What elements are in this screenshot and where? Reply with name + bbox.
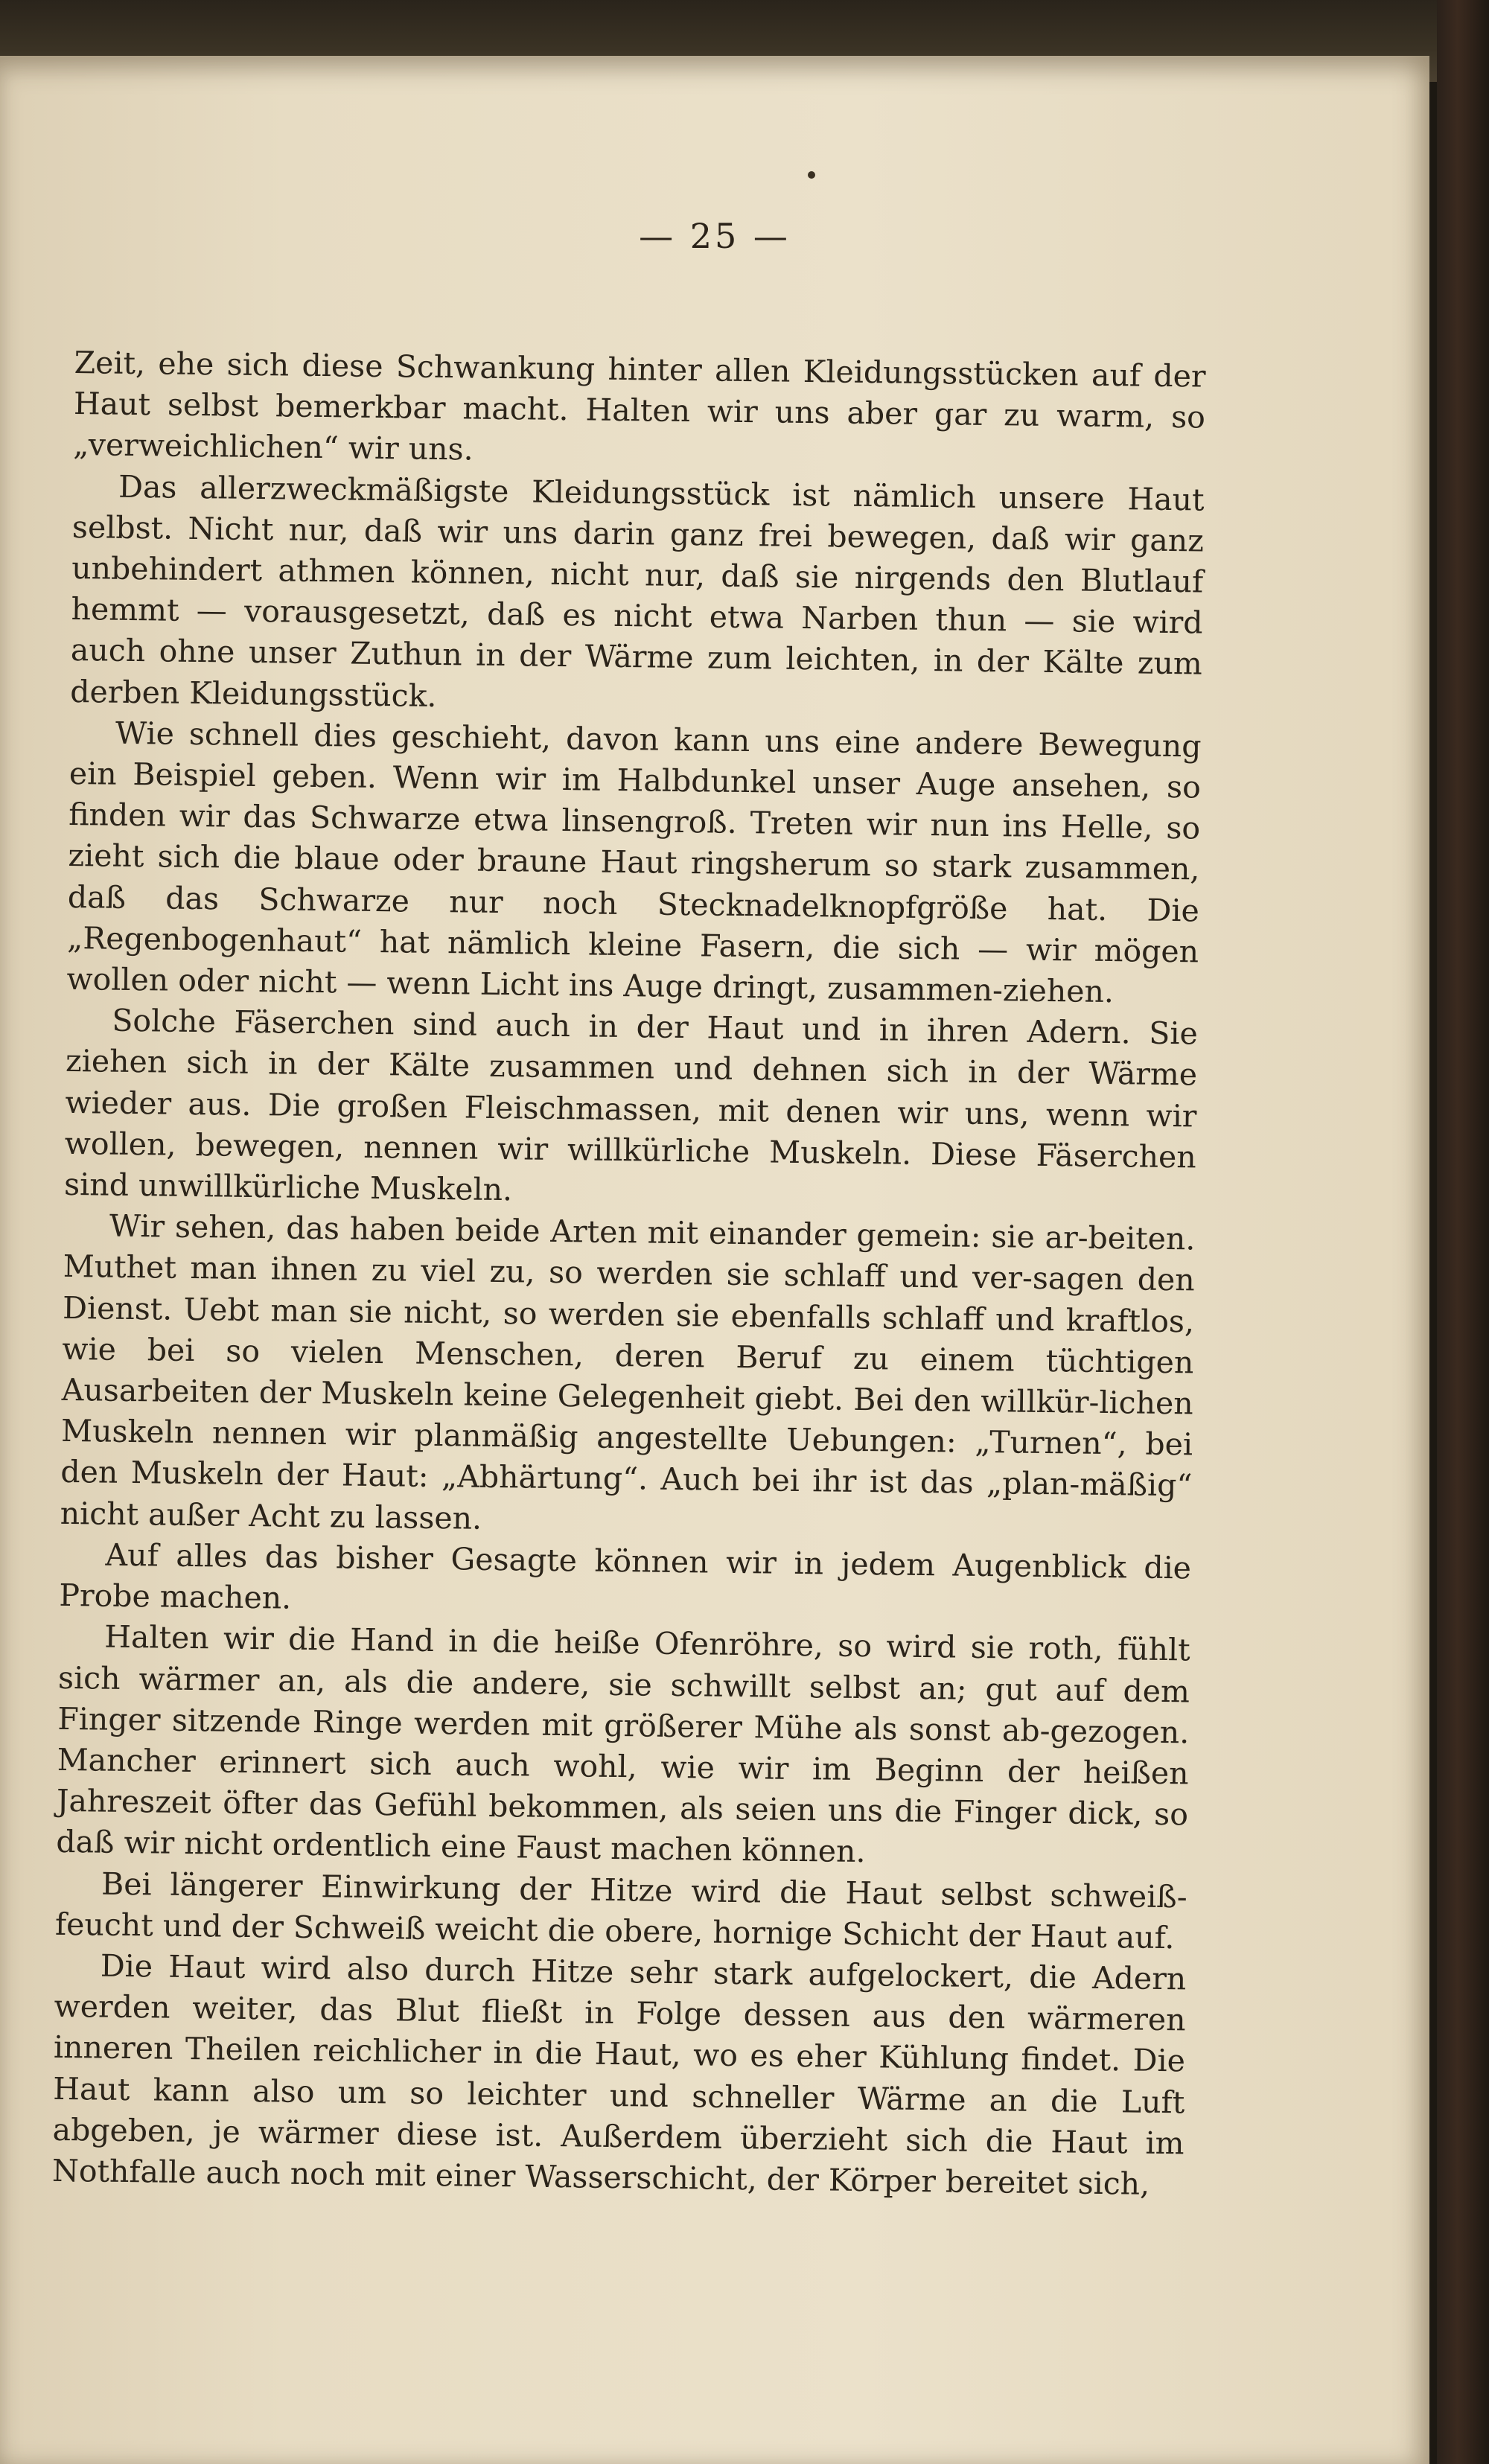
paragraph-9: Die Haut wird also durch Hitze sehr stark aufgelockert, die Adern werden weiter, das Blut fließt in Folge dessen aus den wärmeren inneren Theilen reichlicher in die Haut, wo es eher Kühlung findet. Die Haut kann also um so leichter und schneller Wärme an die Luft abgeben, je wärmer diese ist. Außerdem überzieht sich die Haut im Nothfalle auch noch mit einer Wasserschicht, der Körper bereitet sich,	[51, 1947, 1187, 2202]
page-sheet	[0, 56, 1429, 2464]
paragraph-3: Wie schnell dies geschieht, davon kann uns eine andere Bewegung ein Beispiel geben. Wenn wir im Halbdunkel unser Auge ansehen, so finden wir das Schwarze etwa linsengroß. Treten wir nun ins Helle, so zieht sich die blaue oder braune Haut ringsherum so stark zusammen, daß das Schwarze nur noch Stecknadelknopfgröße hat. Die „Regenbogenhaut“ hat nämlich kleine Fasern, die sich — wir mögen wollen oder nicht — wenn Licht ins Auge dringt, zusammen-ziehen.	[66, 715, 1202, 1010]
book-spine-edge	[1437, 0, 1489, 2464]
paragraph-1: Zeit, ehe sich diese Schwankung hinter allen Kleidungsstücken auf der Haut selbst bemerkbar macht. Halten wir uns aber gar zu warm, so „verweichlichen“ wir uns.	[73, 344, 1206, 467]
paragraph-4: Solche Fäserchen sind auch in der Haut und in ihren Adern. Sie ziehen sich in der Kälte zusammen und dehnen sich in der Wärme wieder aus. Die großen Fleischmassen, mit denen wir uns, wenn wir wollen, bewegen, nennen wir willkürliche Muskeln. Diese Fäserchen sind unwillkürliche Muskeln.	[63, 1002, 1199, 1208]
ink-speck	[808, 171, 815, 179]
paragraph-7: Halten wir die Hand in die heiße Ofenröhre, so wird sie roth, fühlt sich wärmer an, als die andere, sie schwillt selbst an; gut auf dem Finger sitzende Ringe werden mit größerer Mühe als sonst ab-gezogen. Mancher erinnert sich auch wohl, wie wir im Beginn der heißen Jahreszeit öfter das Gefühl bekommen, als seien uns die Finger dick, so daß wir nicht ordentlich eine Faust machen können.	[56, 1618, 1190, 1870]
paragraph-8: Bei längerer Einwirkung der Hitze wird die Haut selbst schweiß-feucht und der Schweiß weicht die obere, hornige Schicht der Haut auf.	[54, 1865, 1187, 1956]
body-text	[52, 342, 1206, 2206]
paragraph-5: Wir sehen, das haben beide Arten mit einander gemein: sie ar-beiten. Muthet man ihnen zu viel zu, so werden sie schlaff und ver-sagen den Dienst. Uebt man sie nicht, so werden sie ebenfalls schlaff und kraftlos, wie bei so vielen Menschen, deren Beruf zu einem tüchtigen Ausarbeiten der Muskeln keine Gelegenheit giebt. Bei den willkür-lichen Muskeln nennen wir planmäßig angestellte Uebungen: „Turnen“, bei den Muskeln der Haut: „Abhärtung“. Auch bei ihr ist das „plan-mäßig“ nicht außer Acht zu lassen.	[60, 1207, 1196, 1536]
page-number: — 25 —	[639, 216, 791, 256]
paragraph-6: Auf alles das bisher Gesagte können wir in jedem Augenblick die Probe machen.	[59, 1536, 1192, 1616]
paragraph-2: Das allerzweckmäßigste Kleidungsstück ist nämlich unsere Haut selbst. Nicht nur, daß wir uns darin ganz frei bewegen, daß wir ganz unbehindert athmen können, nicht nur, daß sie nirgends den Blutlauf hemmt — vorausgesetzt, daß es nicht etwa Narben thun — sie wird auch ohne unser Zuthun in der Wärme zum leichten, in der Kälte zum derben Kleidungsstück.	[69, 468, 1205, 714]
